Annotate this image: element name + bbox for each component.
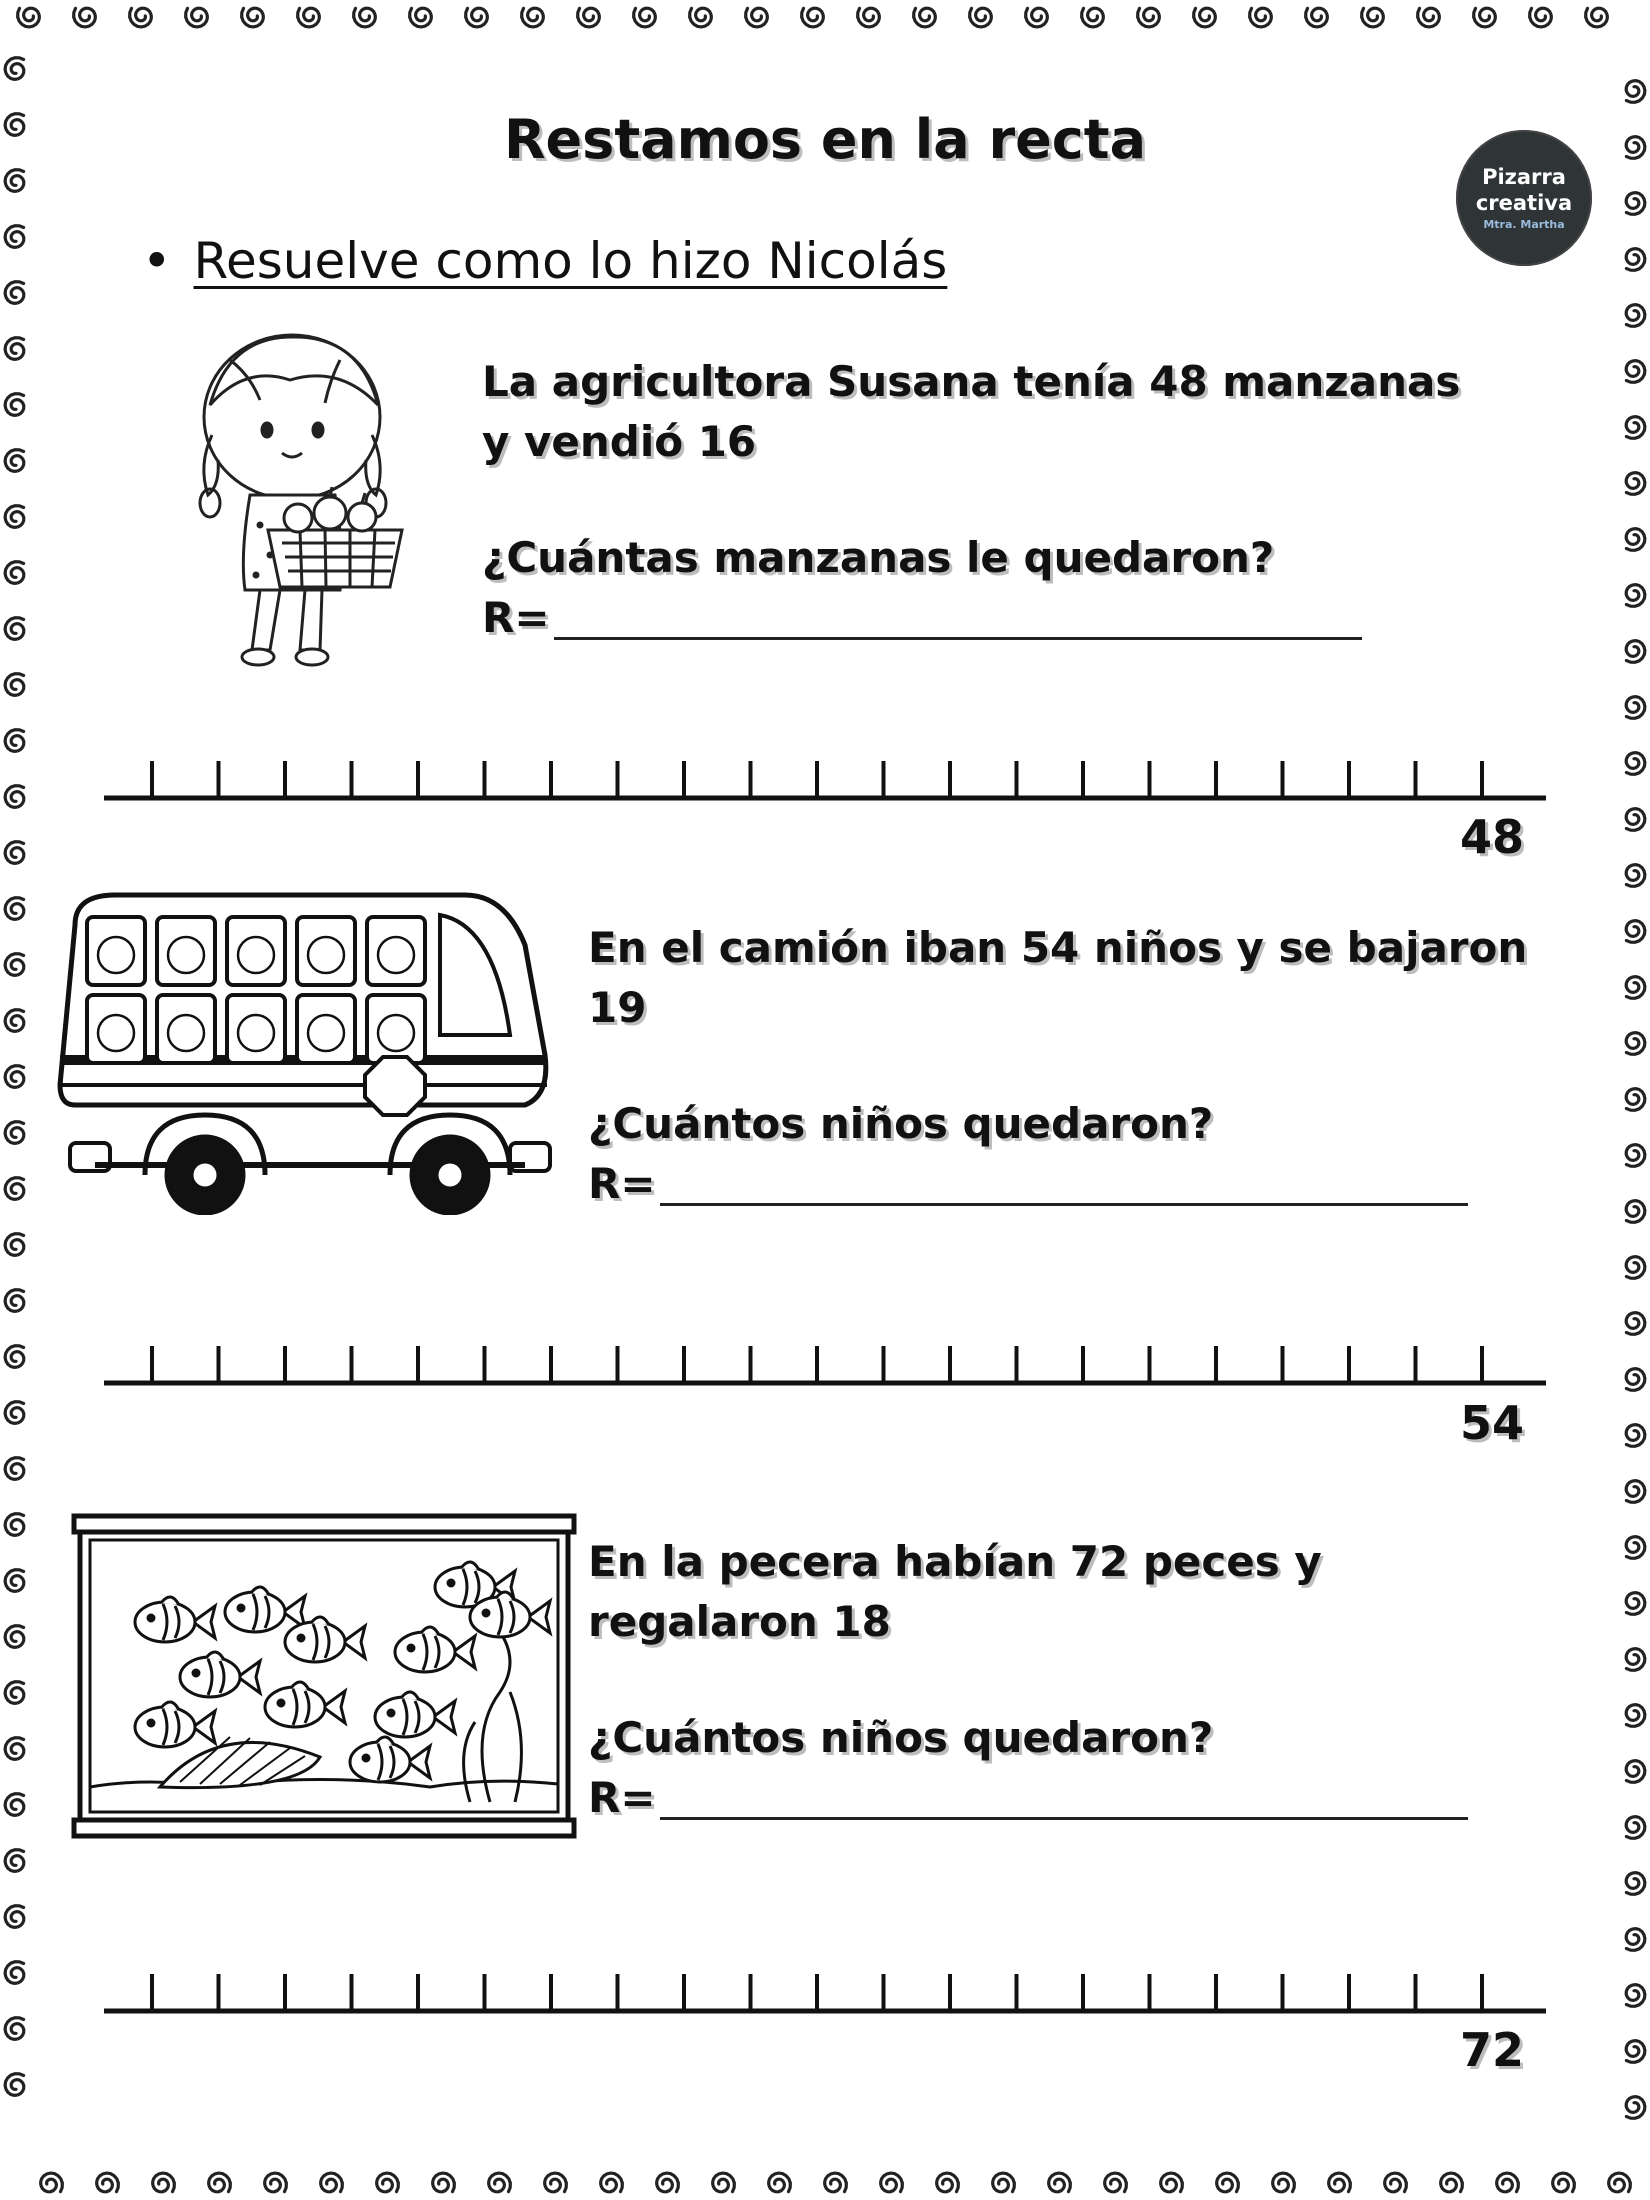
- problem-2-statement-line1: En el camión iban 54 niños y se bajaron: [588, 923, 1528, 972]
- swirl-ornament: [5, 1738, 24, 1760]
- swirl-ornament: [1626, 361, 1645, 383]
- school-bus-illustration: [55, 885, 555, 1215]
- swirl-ornament: [5, 1626, 24, 1648]
- swirl-ornament: [5, 338, 24, 360]
- answer-line[interactable]: [554, 637, 1362, 640]
- swirl-ornament: [1329, 2173, 1351, 2192]
- swirl-ornament: [130, 8, 152, 27]
- swirl-ornament: [1194, 8, 1216, 27]
- swirl-ornament: [802, 8, 824, 27]
- swirl-ornament: [5, 1682, 24, 1704]
- swirl-ornament: [377, 2173, 399, 2192]
- swirl-ornament: [1626, 1929, 1645, 1951]
- swirl-ornament: [1626, 81, 1645, 103]
- swirl-ornament: [1626, 865, 1645, 887]
- swirl-ornament: [690, 8, 712, 27]
- swirl-ornament: [5, 1234, 24, 1256]
- swirl-ornament: [1626, 529, 1645, 551]
- problem-1-statement-line1: La agricultora Susana tenía 48 manzanas: [482, 357, 1461, 406]
- swirl-ornament: [1273, 2173, 1295, 2192]
- problem-1: [482, 352, 1522, 648]
- swirl-ornament: [5, 1794, 24, 1816]
- swirl-ornament: [298, 8, 320, 27]
- swirl-ornament: [1626, 1033, 1645, 1055]
- swirl-ornament: [713, 2173, 735, 2192]
- swirl-ornament: [1105, 2173, 1127, 2192]
- swirl-ornament: [5, 1122, 24, 1144]
- problem-3-answer[interactable]: [588, 1768, 1588, 1828]
- swirl-ornament: [5, 1010, 24, 1032]
- swirl-ornament: [5, 1178, 24, 1200]
- logo-line1: Pizarra: [1482, 165, 1566, 189]
- instruction: [142, 232, 947, 290]
- swirl-ornament: [5, 562, 24, 584]
- problem-3-statement-line1: En la pecera habían 72 peces y: [588, 1537, 1322, 1586]
- swirl-ornament: [242, 8, 264, 27]
- swirl-ornament: [1626, 641, 1645, 663]
- swirl-ornament: [265, 2173, 287, 2192]
- problem-3-question: ¿Cuántos niños quedaron?: [588, 1713, 1214, 1762]
- girl-with-apple-basket-illustration: [190, 325, 420, 680]
- number-line-2-end-label: 54: [1460, 1396, 1525, 1450]
- swirl-ornament: [1530, 8, 1552, 27]
- swirl-ornament: [601, 2173, 623, 2192]
- swirl-ornament: [466, 8, 488, 27]
- swirl-ornament: [5, 394, 24, 416]
- swirl-ornament: [1626, 1649, 1645, 1671]
- swirl-ornament: [1626, 1705, 1645, 1727]
- swirl-ornament: [5, 1066, 24, 1088]
- swirl-ornament: [5, 1290, 24, 1312]
- number-line-1: [104, 755, 1546, 807]
- swirl-ornament: [914, 8, 936, 27]
- answer-line[interactable]: [660, 1203, 1468, 1206]
- swirl-ornament: [321, 2173, 343, 2192]
- answer-label: R=: [588, 1773, 656, 1822]
- swirl-ornament: [354, 8, 376, 27]
- swirl-ornament: [970, 8, 992, 27]
- swirl-ornament: [209, 2173, 231, 2192]
- swirl-ornament: [5, 1962, 24, 1984]
- swirl-ornament: [5, 170, 24, 192]
- swirl-ornament: [1626, 809, 1645, 831]
- swirl-ornament: [769, 2173, 791, 2192]
- answer-label: R=: [482, 593, 550, 642]
- swirl-ornament: [5, 2018, 24, 2040]
- swirl-ornament: [825, 2173, 847, 2192]
- swirl-ornament: [1306, 8, 1328, 27]
- swirl-ornament: [1626, 1313, 1645, 1335]
- problem-2-question: ¿Cuántos niños quedaron?: [588, 1099, 1214, 1148]
- swirl-ornament: [1626, 1089, 1645, 1111]
- swirl-ornament: [1626, 1425, 1645, 1447]
- swirl-ornament: [1138, 8, 1160, 27]
- swirl-ornament: [1626, 249, 1645, 271]
- swirl-ornament: [5, 618, 24, 640]
- problem-1-statement-line2: y vendió 16: [482, 417, 757, 466]
- swirl-ornament: [881, 2173, 903, 2192]
- answer-line[interactable]: [660, 1817, 1468, 1820]
- fish-tank-illustration: [70, 1512, 580, 1842]
- swirl-ornament: [1474, 8, 1496, 27]
- logo-line3: Mtra. Martha: [1483, 218, 1565, 231]
- swirl-ornament: [5, 226, 24, 248]
- swirl-ornament: [5, 786, 24, 808]
- swirl-ornament: [1626, 193, 1645, 215]
- swirl-ornament: [1441, 2173, 1463, 2192]
- swirl-ornament: [1026, 8, 1048, 27]
- swirl-ornament: [1626, 1201, 1645, 1223]
- swirl-ornament: [1626, 1537, 1645, 1559]
- swirl-ornament: [1217, 2173, 1239, 2192]
- swirl-ornament: [5, 506, 24, 528]
- swirl-ornament: [522, 8, 544, 27]
- swirl-ornament: [746, 8, 768, 27]
- swirl-ornament: [5, 2074, 24, 2096]
- problem-3-statement-line2: regalaron 18: [588, 1597, 891, 1646]
- swirl-ornament: [186, 8, 208, 27]
- swirl-ornament: [5, 450, 24, 472]
- swirl-ornament: [1626, 753, 1645, 775]
- swirl-ornament: [433, 2173, 455, 2192]
- swirl-ornament: [1626, 921, 1645, 943]
- swirl-ornament: [1082, 8, 1104, 27]
- swirl-ornament: [5, 842, 24, 864]
- swirl-ornament: [1626, 1593, 1645, 1615]
- swirl-ornament: [1626, 2097, 1645, 2119]
- swirl-ornament: [18, 8, 40, 27]
- swirl-ornament: [5, 1346, 24, 1368]
- answer-label: R=: [588, 1159, 656, 1208]
- swirl-ornament: [1161, 2173, 1183, 2192]
- swirl-ornament: [5, 282, 24, 304]
- swirl-ornament: [1626, 977, 1645, 999]
- number-line-1-end-label: 48: [1460, 810, 1525, 864]
- swirl-ornament: [5, 1514, 24, 1536]
- swirl-ornament: [1250, 8, 1272, 27]
- swirl-ornament: [5, 1458, 24, 1480]
- swirl-ornament: [545, 2173, 567, 2192]
- number-line-3-end-label: 72: [1460, 2023, 1525, 2077]
- swirl-ornament: [97, 2173, 119, 2192]
- swirl-ornament: [858, 8, 880, 27]
- swirl-ornament: [5, 674, 24, 696]
- swirl-ornament: [410, 8, 432, 27]
- swirl-ornament: [1362, 8, 1384, 27]
- swirl-ornament: [1626, 1761, 1645, 1783]
- swirl-ornament: [1626, 1257, 1645, 1279]
- swirl-ornament: [1626, 417, 1645, 439]
- swirl-ornament: [1385, 2173, 1407, 2192]
- swirl-ornament: [1626, 697, 1645, 719]
- problem-2-statement-line2: 19: [588, 983, 647, 1032]
- swirl-ornament: [153, 2173, 175, 2192]
- swirl-ornament: [634, 8, 656, 27]
- swirl-ornament: [657, 2173, 679, 2192]
- swirl-ornament: [5, 898, 24, 920]
- page-title: Restamos en la recta: [503, 108, 1147, 171]
- number-line-3: [104, 1968, 1546, 2020]
- swirl-ornament: [1626, 1145, 1645, 1167]
- swirl-ornament: [489, 2173, 511, 2192]
- swirl-ornament: [993, 2173, 1015, 2192]
- swirl-ornament: [1497, 2173, 1519, 2192]
- bullet-icon: •: [142, 232, 172, 290]
- swirl-ornament: [578, 8, 600, 27]
- swirl-ornament: [5, 1570, 24, 1592]
- swirl-ornament: [1626, 1817, 1645, 1839]
- swirl-ornament: [1626, 1985, 1645, 2007]
- swirl-ornament: [1586, 8, 1608, 27]
- problem-2: [588, 918, 1588, 1214]
- swirl-ornament: [1553, 2173, 1575, 2192]
- swirl-ornament: [5, 1850, 24, 1872]
- swirl-ornament: [5, 730, 24, 752]
- swirl-ornament: [1626, 1481, 1645, 1503]
- problem-3: [588, 1532, 1588, 1828]
- swirl-ornament: [1626, 2041, 1645, 2063]
- swirl-ornament: [1609, 2173, 1631, 2192]
- problem-2-answer[interactable]: [588, 1154, 1588, 1214]
- swirl-ornament: [1626, 1369, 1645, 1391]
- swirl-ornament: [5, 58, 24, 80]
- swirl-ornament: [41, 2173, 63, 2192]
- instruction-text: Resuelve como lo hizo Nicolás: [193, 232, 948, 290]
- swirl-ornament: [5, 954, 24, 976]
- swirl-ornament: [937, 2173, 959, 2192]
- swirl-ornament: [1626, 585, 1645, 607]
- swirl-ornament: [1626, 473, 1645, 495]
- swirl-ornament: [1418, 8, 1440, 27]
- swirl-ornament: [1049, 2173, 1071, 2192]
- swirl-ornament: [74, 8, 96, 27]
- swirl-ornament: [1626, 1873, 1645, 1895]
- logo-line2: creativa: [1475, 191, 1573, 215]
- pizarra-creativa-logo: [1456, 130, 1592, 266]
- swirl-ornament: [5, 1402, 24, 1424]
- problem-1-question: ¿Cuántas manzanas le quedaron?: [482, 533, 1275, 582]
- number-line-2: [104, 1340, 1546, 1392]
- swirl-ornament: [1626, 305, 1645, 327]
- problem-1-answer[interactable]: [482, 588, 1522, 648]
- swirl-ornament: [5, 1906, 24, 1928]
